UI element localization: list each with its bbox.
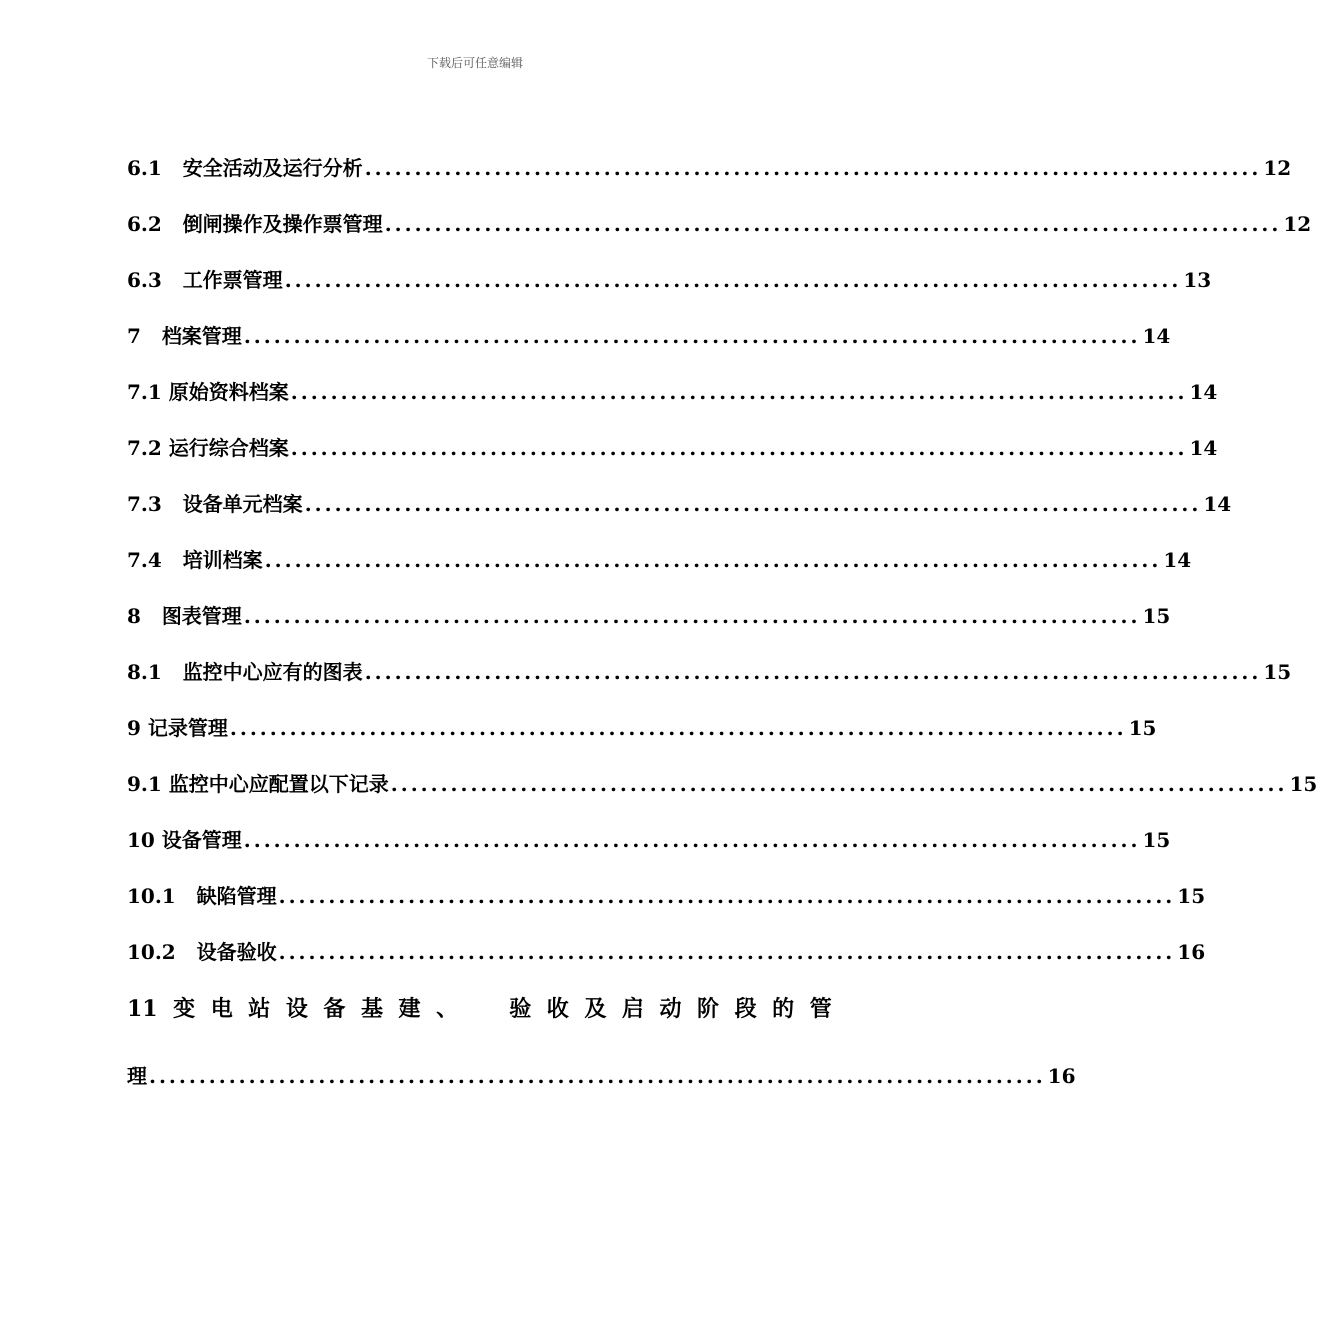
toc-entry-page: 14 xyxy=(1163,548,1192,572)
toc-leader-dots: .......................................................................................... xyxy=(290,436,1188,460)
toc-entry[interactable] xyxy=(127,376,1218,432)
toc-entry-title: 记录管理 xyxy=(147,716,228,740)
toc-entry[interactable] xyxy=(127,208,1312,264)
toc-entry-page: 15 xyxy=(1128,716,1157,740)
toc-entry-title: 原始资料档案 xyxy=(168,380,289,404)
toc-entry[interactable] xyxy=(127,320,1171,376)
toc-entry[interactable] xyxy=(127,824,1171,880)
toc-entry-number: 9.1 xyxy=(127,772,169,796)
toc-entry-number: 6.3 xyxy=(127,268,183,292)
toc-entry-title-char: 启 xyxy=(621,996,644,1022)
toc-entry-number: 7.2 xyxy=(127,436,169,460)
toc-entry-11-line1[interactable] xyxy=(127,992,832,1060)
toc-entry-number: 7.1 xyxy=(127,380,169,404)
toc-entry-page: 16 xyxy=(1177,940,1206,964)
toc-leader-dots: .......................................................................................... xyxy=(229,716,1127,740)
toc-entry-title-char: 的 xyxy=(772,996,795,1022)
toc-entry-title: 图表管理 xyxy=(161,604,242,628)
toc-entry-title-char: 站 xyxy=(248,996,271,1022)
toc-entry-title: 缺陷管理 xyxy=(196,884,277,908)
toc-entry-number: 7.4 xyxy=(127,548,183,572)
toc-entry-number: 7 xyxy=(127,324,162,348)
toc-entry-number: 10 xyxy=(127,828,162,852)
toc-entry[interactable] xyxy=(127,656,1292,712)
toc-leader-dots: .......................................................................................... xyxy=(264,548,1162,572)
toc-entry-title: 运行综合档案 xyxy=(168,436,289,460)
toc-entry-title-char: 11 xyxy=(127,996,158,1022)
toc-entry-title: 设备单元档案 xyxy=(182,492,303,516)
toc-leader-dots: .......................................................................................... xyxy=(243,324,1141,348)
toc-leader-dots: .......................................................................................... xyxy=(364,660,1262,684)
toc-entry-number: 9 xyxy=(127,716,148,740)
toc-entry-page: 14 xyxy=(1203,492,1232,516)
toc-entry[interactable] xyxy=(127,768,1317,824)
toc-entry-number: 10.2 xyxy=(127,940,197,964)
toc-entry-title: 工作票管理 xyxy=(182,268,283,292)
toc-leader-dots: .......................................................................................... xyxy=(149,1064,1046,1088)
toc-entry-title-char: 基 xyxy=(360,996,383,1022)
toc-entry-page: 12 xyxy=(1263,156,1292,180)
toc-leader-dots: .......................................................................................... xyxy=(304,492,1202,516)
toc-entry-title: 监控中心应有的图表 xyxy=(182,660,363,684)
toc-entry-page: 15 xyxy=(1142,828,1171,852)
toc-entry[interactable] xyxy=(127,264,1212,320)
toc-entry-11-line2[interactable] xyxy=(127,1060,1076,1089)
toc-leader-dots: .......................................................................................... xyxy=(284,268,1182,292)
toc-entry-title-char: 设 xyxy=(285,996,308,1022)
toc-entry[interactable] xyxy=(127,432,1218,488)
toc-leader-dots: .......................................................................................... xyxy=(243,604,1141,628)
toc-entry-title-char: 变 xyxy=(173,996,196,1022)
toc-entry-title: 安全活动及运行分析 xyxy=(182,156,363,180)
toc-entry-page: 13 xyxy=(1183,268,1212,292)
toc-entry[interactable] xyxy=(127,936,1206,992)
toc-entry-page: 14 xyxy=(1189,436,1218,460)
toc-entry-title-char: 收 xyxy=(546,996,569,1022)
page-header: 下载后可任意编辑 xyxy=(426,56,523,70)
toc-entry-title: 倒闸操作及操作票管理 xyxy=(182,212,383,236)
toc-entry-title-char: 、 xyxy=(436,996,459,1022)
toc-entry-title-char: 验 xyxy=(509,996,532,1022)
toc-entry-title-char: 动 xyxy=(659,996,682,1022)
toc-entry-number: 6.1 xyxy=(127,156,183,180)
toc-entry-title-char: 建 xyxy=(398,996,421,1022)
toc-leader-dots: .......................................................................................... xyxy=(278,940,1176,964)
toc-entry-title-char: 阶 xyxy=(697,996,720,1022)
toc-entry-number: 7.3 xyxy=(127,492,183,516)
toc-entry-title: 设备验收 xyxy=(196,940,277,964)
toc-entry-title-char: 电 xyxy=(210,996,233,1022)
toc-entry-page: 15 xyxy=(1142,604,1171,628)
toc-entry-page: 15 xyxy=(1289,772,1317,796)
toc-entry[interactable] xyxy=(127,152,1292,208)
toc-entry-page: 14 xyxy=(1142,324,1171,348)
toc-entry-page: 14 xyxy=(1189,380,1218,404)
toc-entry-page: 15 xyxy=(1177,884,1206,908)
toc-entry-title-char: 管 xyxy=(809,996,832,1022)
toc-entry[interactable] xyxy=(127,600,1171,656)
toc-leader-dots: .......................................................................................... xyxy=(364,156,1262,180)
toc-entry-title: 监控中心应配置以下记录 xyxy=(168,772,389,796)
toc-entry-title: 理 xyxy=(127,1064,147,1088)
toc-entry-number: 10.1 xyxy=(127,884,197,908)
toc-entry-page: 15 xyxy=(1263,660,1292,684)
table-of-contents xyxy=(127,152,1317,1089)
toc-entry-title-char: 及 xyxy=(584,996,607,1022)
toc-leader-dots: .......................................................................................... xyxy=(278,884,1176,908)
toc-leader-dots: .......................................................................................... xyxy=(384,212,1282,236)
toc-entry-number: 8 xyxy=(127,604,162,628)
toc-entry-number: 8.1 xyxy=(127,660,183,684)
toc-entry-title: 档案管理 xyxy=(161,324,242,348)
toc-entry-page: 12 xyxy=(1283,212,1312,236)
toc-entry-title-char: 备 xyxy=(323,996,346,1022)
toc-leader-dots: .......................................................................................... xyxy=(390,772,1288,796)
toc-entry-number: 6.2 xyxy=(127,212,183,236)
toc-leader-dots: .......................................................................................... xyxy=(290,380,1188,404)
toc-entry[interactable] xyxy=(127,488,1232,544)
toc-entry[interactable] xyxy=(127,712,1157,768)
toc-entry[interactable] xyxy=(127,880,1206,936)
toc-entry-title-char: 段 xyxy=(734,996,757,1022)
toc-entry-title: 培训档案 xyxy=(182,548,263,572)
toc-entry-title: 设备管理 xyxy=(161,828,242,852)
toc-entry[interactable] xyxy=(127,544,1192,600)
toc-leader-dots: .......................................................................................... xyxy=(243,828,1141,852)
toc-entry-page: 16 xyxy=(1047,1064,1076,1088)
